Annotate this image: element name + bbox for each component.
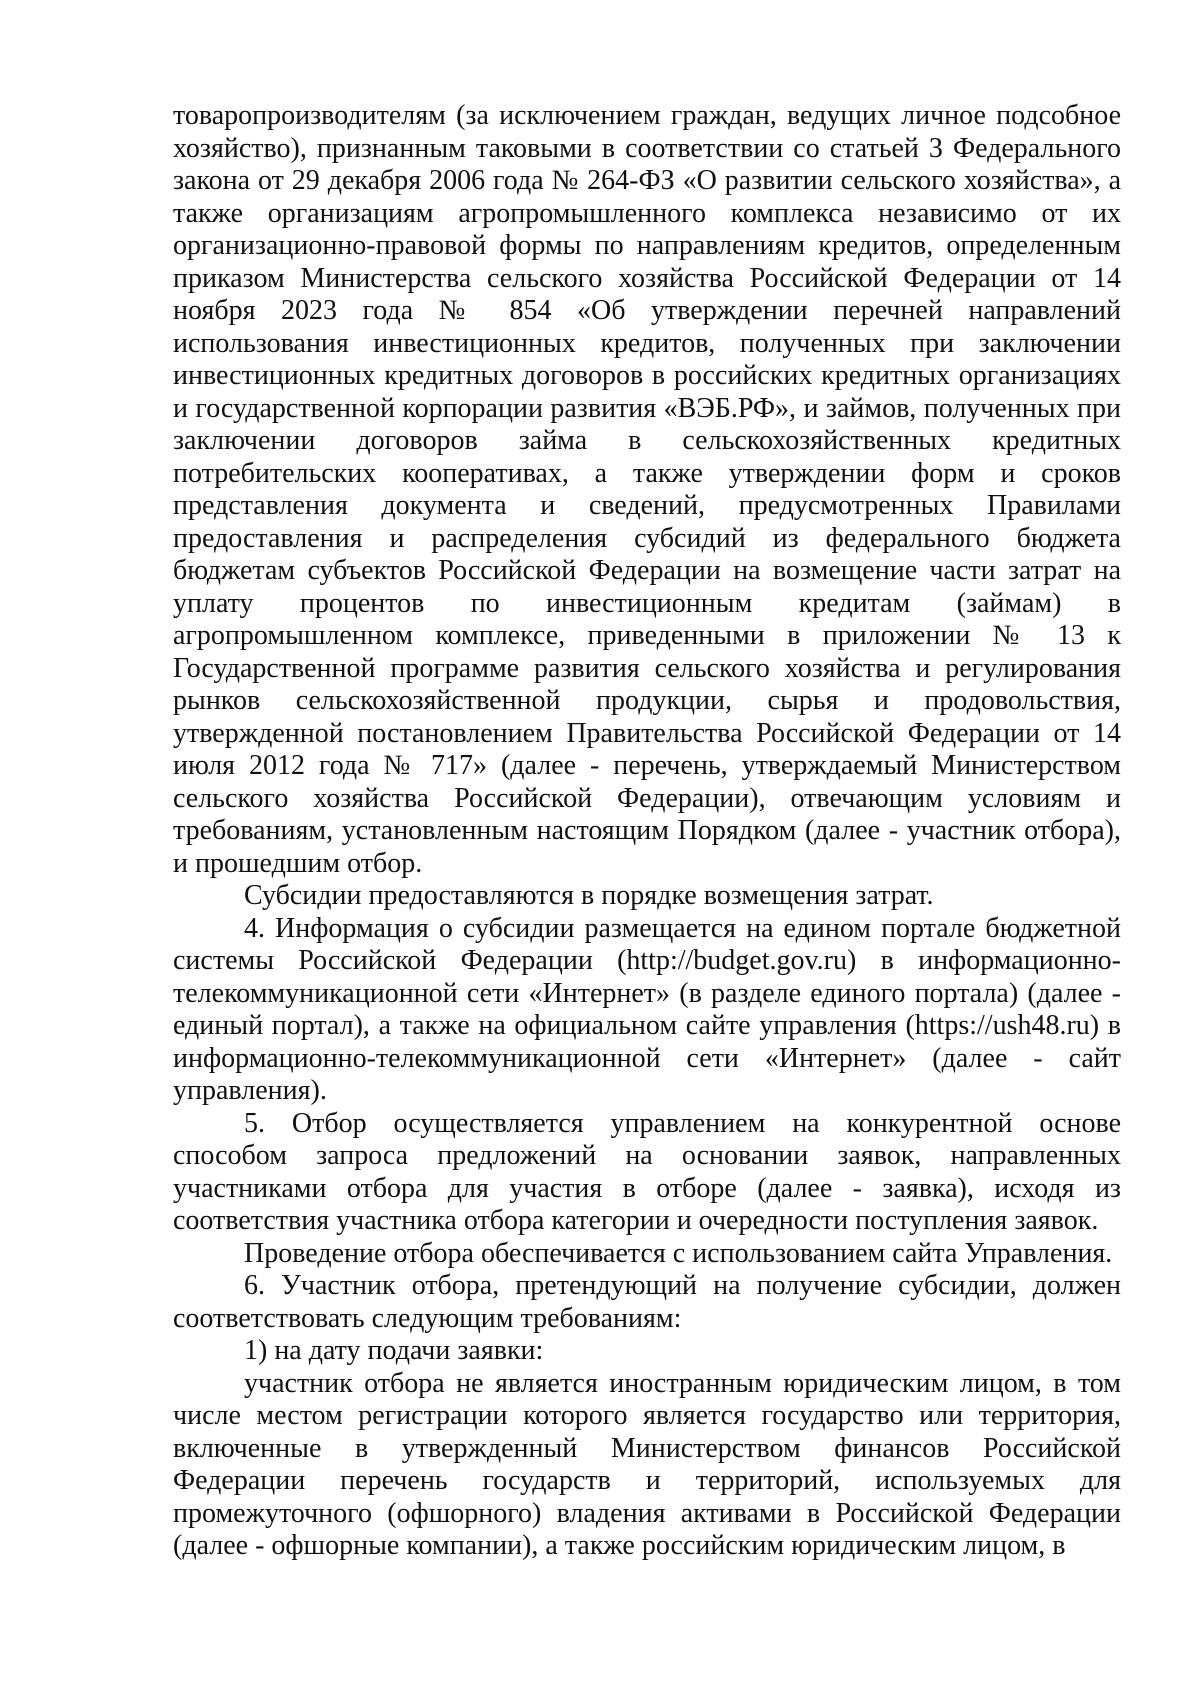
paragraph-foreign-entity: участник отбора не является иностранным юридическим лицом, в том числе местом регистрации которого является государство или территория, включенные в утвержденный Министерством финансов Российской Федерации перечень государств и территорий, используемых для промежуточного (офшорного) владения активами в Российской Федерации (далее - офшорные компании), а также российским юридическим лицом, в — [173, 1367, 1121, 1561]
paragraph-continuation: товаропроизводителям (за исключением граждан, ведущих личное подсобное хозяйство), признанным таковыми в соответствии со статьей 3 Федерального закона от 29 декабря 2006 года № 264-ФЗ «О развитии сельского хозяйства», а также организациям агропромышленного комплекса независимо от их организационно-правовой формы по направлениям кредитов, определенным приказом Министерства сельского хозяйства Российской Федерации от 14 ноября 2023 года № 854 «Об утверждении перечней направлений использования инвестиционных кредитов, полученных при заключении инвестиционных кредитных договоров в российских кредитных организациях и государственной корпорации развития «ВЭБ.РФ», и займов, полученных при заключении договоров займа в сельскохозяйственных кредитных потребительских кооперативах, а также утверждении форм и сроков представления документа и сведений, предусмотренных Правилами предоставления и распределения субсидий из федерального бюджета бюджетам субъектов Российской Федерации на возмещение части затрат на уплату процентов по инвестиционным кредитам (займам) в агропромышленном комплексе, приведенными в приложении № 13 к Государственной программе развития сельского хозяйства и регулирования рынков сельскохозяйственной продукции, сырья и продовольствия, утвержденной постановлением Правительства Российской Федерации от 14 июля 2012 года № 717» (далее - перечень, утверждаемый Министерством сельского хозяйства Российской Федерации), отвечающим условиям и требованиям, установленным настоящим Порядком (далее - участник отбора), и прошедшим отбор. — [173, 100, 1121, 879]
paragraph-subsidy-compensation: Субсидии предоставляются в порядке возмещения затрат. — [244, 880, 934, 911]
paragraph-item-4: 4. Информация о субсидии размещается на едином портале бюджетной системы Российской Федерации (http://budget.gov.ru) в информационно-телекоммуникационной сети «Интернет» (в разделе единого портала) (далее - единый портал), а также на официальном сайте управления (https://ush48.ru) в информационно-телекоммуникационной сети «Интернет» (далее - сайт управления). — [173, 912, 1121, 1106]
paragraph-selection-site: Проведение отбора обеспечивается с использованием сайта Управления. — [244, 1237, 1113, 1269]
paragraph-item-5: 5. Отбор осуществляется управлением на конкурентной основе способом запроса предложений на основании заявок, направленных участниками отбора для участия в отборе (далее - заявка), исходя из соответствия участника отбора категории и очередности поступления заявок. — [173, 1107, 1121, 1236]
paragraph-item-6: 6. Участник отбора, претендующий на получение субсидии, должен соответствовать следующим требованиям: — [173, 1270, 1121, 1334]
document-body — [173, 100, 1121, 1563]
paragraph-subitem-1: 1) на дату подачи заявки: — [244, 1335, 544, 1366]
